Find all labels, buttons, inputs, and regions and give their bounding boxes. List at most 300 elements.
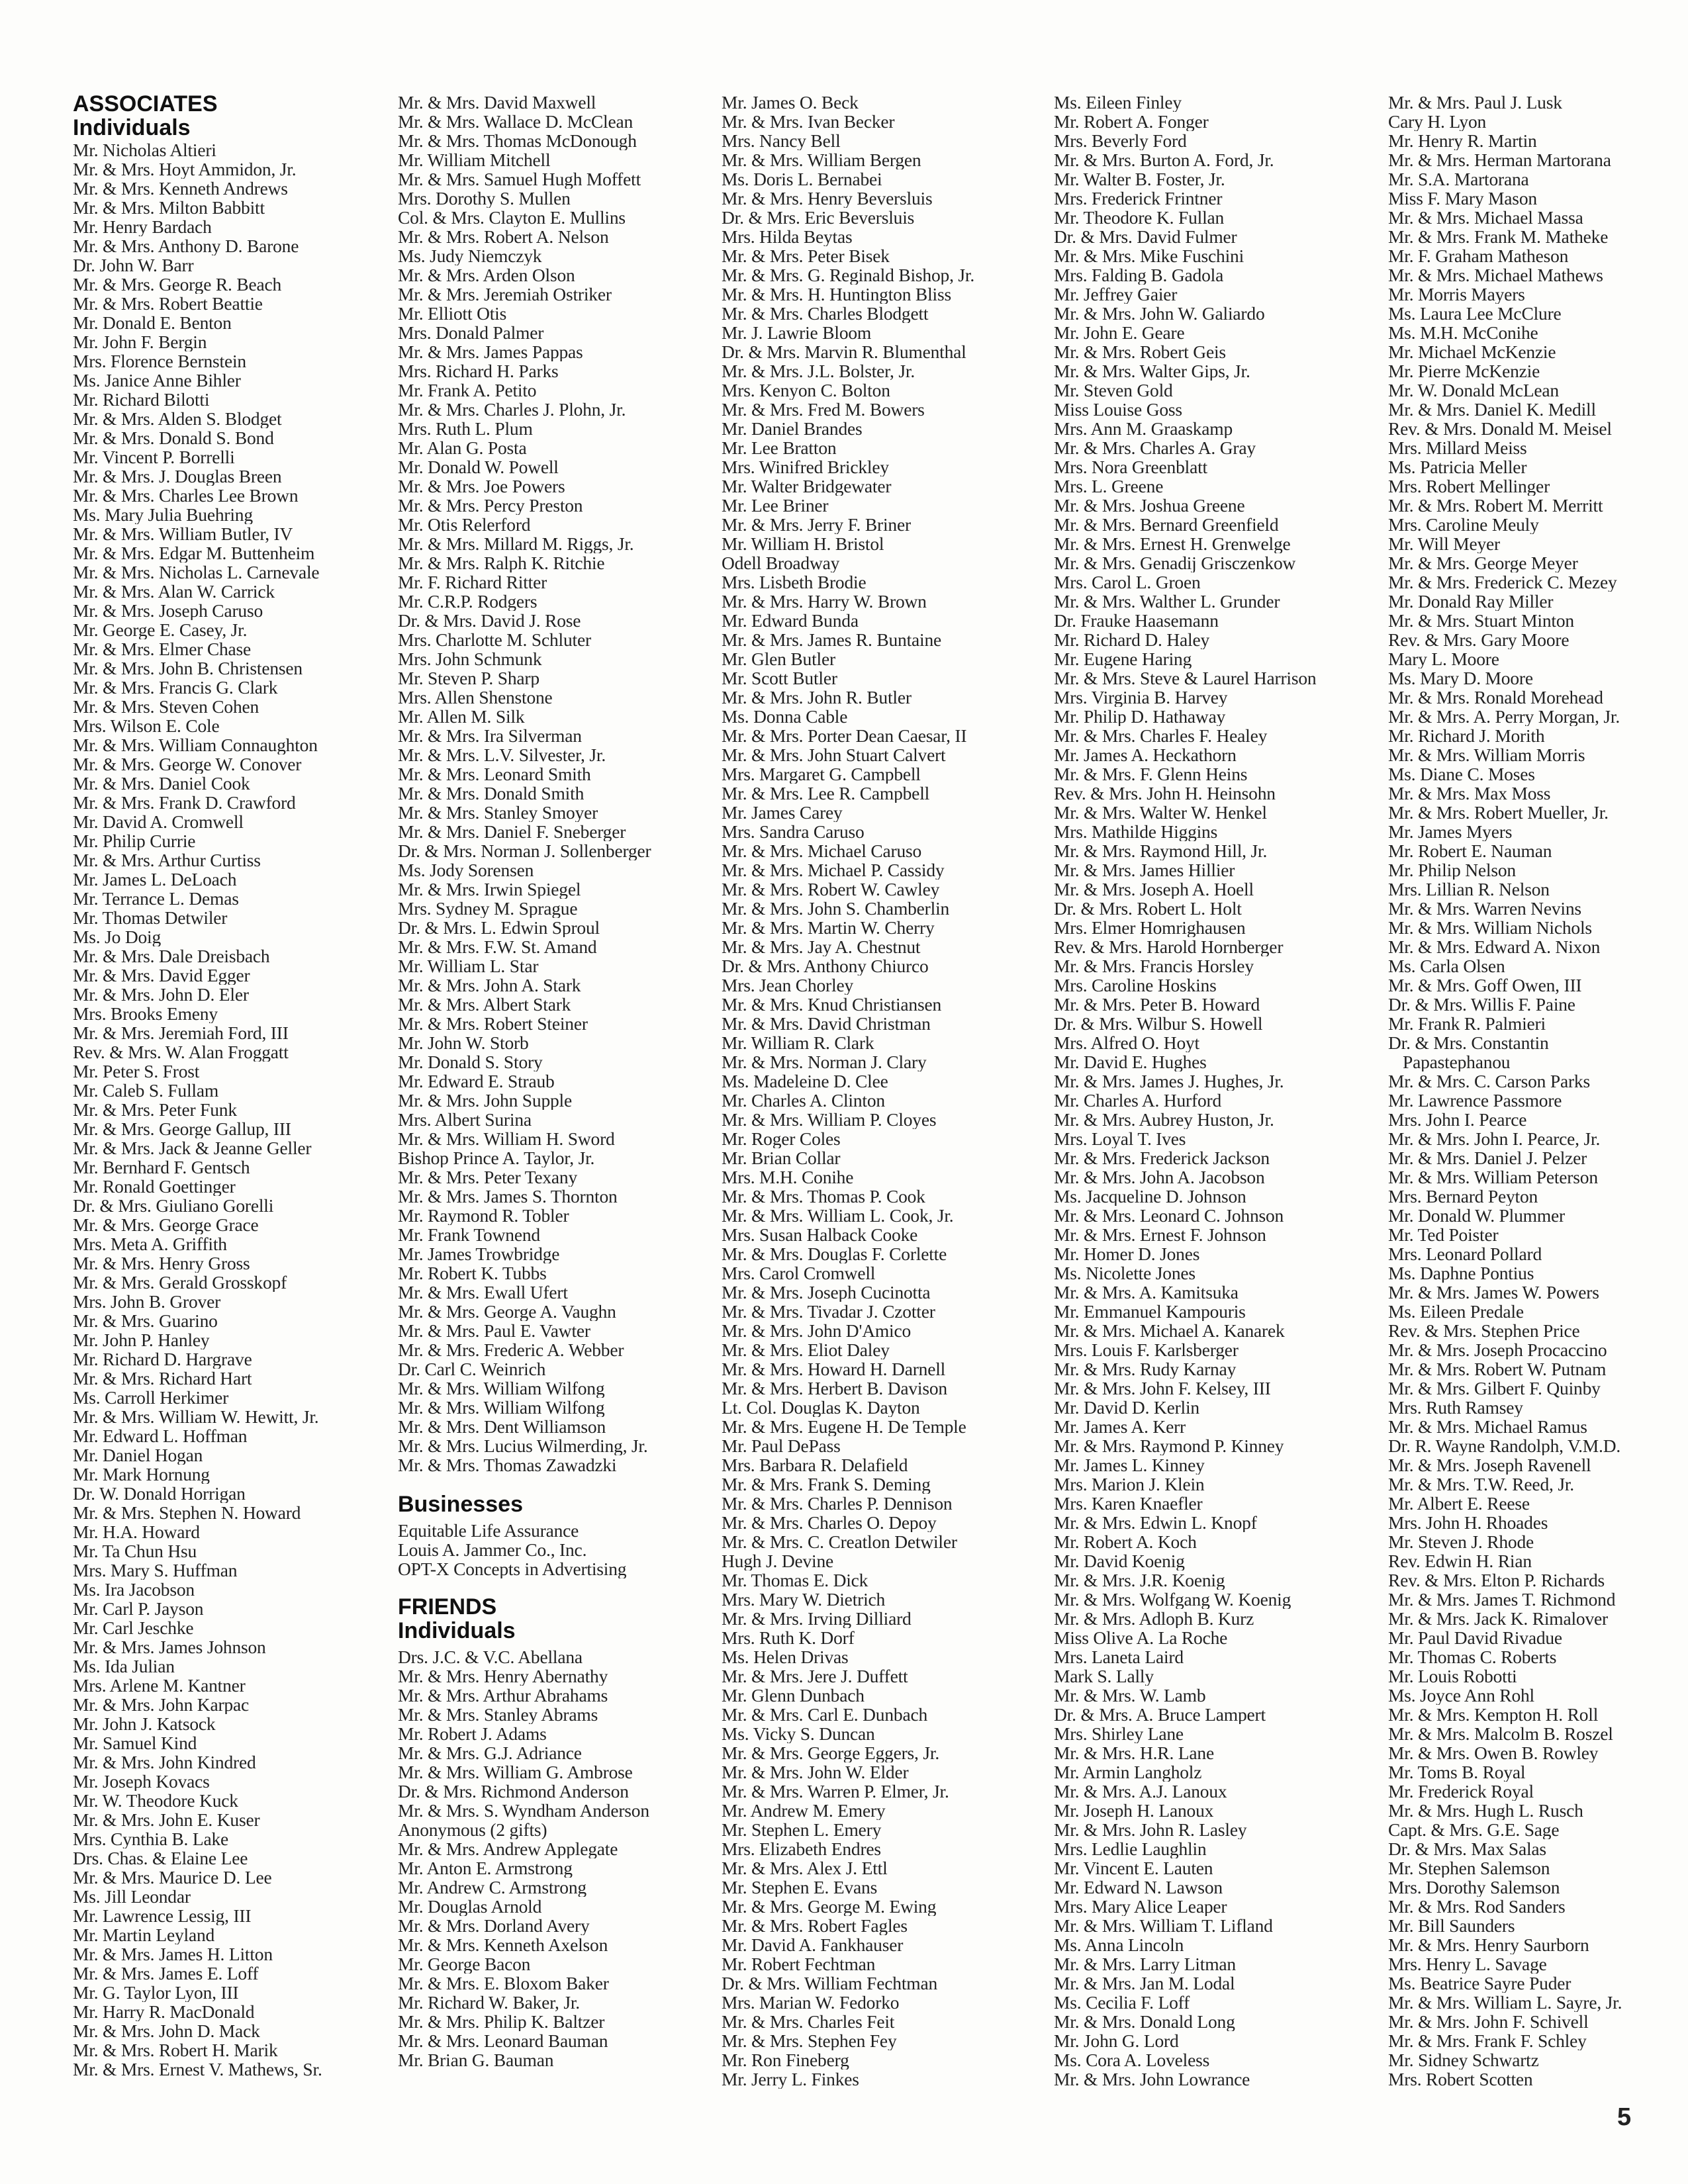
donor-name: Ms. Janice Anne Bihler bbox=[73, 371, 241, 390]
donor-name: Mrs. Marian W. Fedorko bbox=[722, 1993, 900, 2012]
donor-name: Mr. & Mrs. Edwin L. Knopf bbox=[1054, 1513, 1257, 1532]
donor-name: Mrs. Richard H. Parks bbox=[398, 361, 559, 381]
donor-name: Mr. & Mrs. William L. Sayre, Jr. bbox=[1388, 1993, 1622, 2012]
donor-name: Mr. Sidney Schwartz bbox=[1388, 2050, 1539, 2070]
donor-name: Mrs. Nancy Bell bbox=[722, 131, 841, 150]
donor-name: Mr. Thomas C. Roberts bbox=[1388, 1647, 1557, 1666]
donor-name: Mr. & Mrs. Robert M. Merritt bbox=[1388, 496, 1603, 515]
donor-name: Mr. Joseph H. Lanoux bbox=[1054, 1801, 1214, 1820]
donor-name: Dr. & Mrs. Willis F. Paine bbox=[1388, 995, 1575, 1014]
donor-name: Ms. Mary Julia Buehring bbox=[73, 505, 253, 524]
donor-name: Ms. Jo Doig bbox=[73, 927, 162, 946]
donor-name: Mr. & Mrs. Robert Mueller, Jr. bbox=[1388, 803, 1609, 822]
donor-name: Mr. & Mrs. Charles O. Depoy bbox=[722, 1513, 937, 1532]
donor-name: Mr. & Mrs. Thomas McDonough bbox=[398, 131, 637, 150]
donor-name: Mr. Roger Coles bbox=[722, 1129, 841, 1148]
donor-name: Mr. & Mrs. John Karpac bbox=[73, 1695, 249, 1714]
donor-name: Ms. Madeleine D. Clee bbox=[722, 1071, 888, 1091]
donor-name: Mr. & Mrs. John R. Butler bbox=[722, 688, 912, 707]
donor-name: Mr. Stephen L. Emery bbox=[722, 1820, 882, 1839]
donor-name: Mrs. Mary Alice Leaper bbox=[1054, 1897, 1227, 1916]
donor-name: Miss Louise Goss bbox=[1054, 400, 1182, 419]
donor-name: Mr. & Mrs. James S. Thornton bbox=[398, 1187, 618, 1206]
donor-name: Ms. Eileen Finley bbox=[1054, 93, 1182, 112]
donor-name: Mr. & Mrs. George R. Beach bbox=[73, 275, 282, 294]
donor-name: Mr. James A. Heckathorn bbox=[1054, 745, 1237, 764]
donor-name: Mr. & Mrs. Owen B. Rowley bbox=[1388, 1743, 1599, 1762]
donor-name: Hugh J. Devine bbox=[722, 1551, 834, 1570]
donor-name: Rev. & Mrs. John H. Heinsohn bbox=[1054, 784, 1276, 803]
donor-name: Mr. & Mrs. Joseph Caruso bbox=[73, 601, 263, 620]
donor-name: Mr. & Mrs. J.L. Bolster, Jr. bbox=[722, 361, 915, 381]
donor-name: Mr. S.A. Martorana bbox=[1388, 169, 1529, 189]
donor-name: Mr. & Mrs. Joseph Ravenell bbox=[1388, 1455, 1591, 1475]
donor-name: Mr. & Mrs. Kenneth Axelson bbox=[398, 1935, 608, 1954]
donor-name: Mr. Lee Briner bbox=[722, 496, 829, 515]
donor-name: Ms. Doris L. Bernabei bbox=[722, 169, 882, 189]
donor-name: Mr. Daniel Brandes bbox=[722, 419, 863, 438]
donor-name: Mr. Edward E. Straub bbox=[398, 1071, 555, 1091]
donor-name: Mr. & Mrs. Henry Saurborn bbox=[1388, 1935, 1589, 1954]
donor-name: Mr. & Mrs. John D. Eler bbox=[73, 985, 249, 1004]
donor-name: Rev. & Mrs. Stephen Price bbox=[1388, 1321, 1580, 1340]
donor-name: Mr. & Mrs. Joseph Procaccino bbox=[1388, 1340, 1607, 1359]
donor-name: Mrs. Carol L. Groen bbox=[1054, 572, 1201, 592]
donor-name: Mr. Jerry L. Finkes bbox=[722, 2070, 859, 2089]
donor-name: Mr. & Mrs. Larry Litman bbox=[1054, 1954, 1236, 1974]
donor-name: Mr. & Mrs. James Hillier bbox=[1054, 860, 1235, 880]
donor-name: Ms. Anna Lincoln bbox=[1054, 1935, 1184, 1954]
donor-name: Mrs. Mary S. Huffman bbox=[73, 1561, 238, 1580]
donor-name: Mr. & Mrs. Mike Fuschini bbox=[1054, 246, 1244, 265]
donor-name: Mr. & Mrs. E. Bloxom Baker bbox=[398, 1974, 609, 1993]
donor-name: Mr. & Mrs. A.J. Lanoux bbox=[1054, 1782, 1227, 1801]
donor-name: Mr. Stephen Salemson bbox=[1388, 1858, 1550, 1878]
donor-name: Bishop Prince A. Taylor, Jr. bbox=[398, 1148, 595, 1167]
donor-name: Mrs. Donald Palmer bbox=[398, 323, 544, 342]
donor-name: Mr. & Mrs. John F. Kelsey, III bbox=[1054, 1379, 1271, 1398]
donor-name: Mrs. Allen Shenstone bbox=[398, 688, 553, 707]
donor-name: Mr. Lawrence Passmore bbox=[1388, 1091, 1562, 1110]
donor-name: Mr. & Mrs. Donald Long bbox=[1054, 2012, 1235, 2031]
donor-name: Mr. & Mrs. Millard M. Riggs, Jr. bbox=[398, 534, 634, 553]
donor-name: Mr. Bill Saunders bbox=[1388, 1916, 1515, 1935]
donor-name: Mrs. John B. Grover bbox=[73, 1292, 221, 1311]
donor-name: Mr. & Mrs. Peter Bisek bbox=[722, 246, 890, 265]
donor-name: Mr. & Mrs. John Supple bbox=[398, 1091, 572, 1110]
donor-name: Mr. & Mrs. Alden S. Blodget bbox=[73, 409, 282, 428]
donor-name: Mr. Charles A. Clinton bbox=[722, 1091, 885, 1110]
donor-name: Mrs. Elmer Homrighausen bbox=[1054, 918, 1246, 937]
donor-name: Mrs. Virginia B. Harvey bbox=[1054, 688, 1228, 707]
donor-name: Mr. & Mrs. Andrew Applegate bbox=[398, 1839, 618, 1858]
donor-name: Mr. Lee Bratton bbox=[722, 438, 837, 457]
donor-name: Dr. Frauke Haasemann bbox=[1054, 611, 1219, 630]
donor-name: Mr. & Mrs. Ronald Morehead bbox=[1388, 688, 1603, 707]
donor-name: Mr. & Mrs. Guarino bbox=[73, 1311, 218, 1330]
donor-name: Mr. & Mrs. Raymond Hill, Jr. bbox=[1054, 841, 1268, 860]
donor-name: Mr. & Mrs. Leonard C. Johnson bbox=[1054, 1206, 1284, 1225]
donor-name: Mr. Andrew M. Emery bbox=[722, 1801, 886, 1820]
donor-name: Mr. & Mrs. Paul J. Lusk bbox=[1388, 93, 1562, 112]
donor-name: Mr. & Mrs. William Butler, IV bbox=[73, 524, 293, 543]
donor-name: Rev. & Mrs. Elton P. Richards bbox=[1388, 1570, 1605, 1590]
donor-name: Mrs. Mathilde Higgins bbox=[1054, 822, 1218, 841]
column-1 bbox=[73, 93, 404, 2079]
donor-name: Mr. & Mrs. Paul E. Vawter bbox=[398, 1321, 590, 1340]
donor-name: Mrs. Sandra Caruso bbox=[722, 822, 865, 841]
donor-name: Ms. Cora A. Loveless bbox=[1054, 2050, 1210, 2070]
donor-name: Mr. John W. Storb bbox=[398, 1033, 529, 1052]
donor-name: Mrs. Sydney M. Sprague bbox=[398, 899, 578, 918]
donor-name: Mr. & Mrs. Warren Nevins bbox=[1388, 899, 1581, 918]
donor-name: Mr. James L. DeLoach bbox=[73, 870, 237, 889]
donor-name: Mr. & Mrs. Lee R. Campbell bbox=[722, 784, 930, 803]
donor-name: Drs. Chas. & Elaine Lee bbox=[73, 1848, 248, 1868]
donor-name: Ms. Carroll Herkimer bbox=[73, 1388, 229, 1407]
donor-name: Mr. & Mrs. Arthur Curtiss bbox=[73, 850, 261, 870]
section-spacer bbox=[398, 1578, 729, 1596]
donor-name: Mr. & Mrs. Robert Geis bbox=[1054, 342, 1226, 361]
donor-name: Dr. & Mrs. L. Edwin Sproul bbox=[398, 918, 600, 937]
donor-name: Mr. Michael McKenzie bbox=[1388, 342, 1556, 361]
donor-name: Mr. & Mrs. Ivan Becker bbox=[722, 112, 895, 131]
donor-name: Mr. & Mrs. David Christman bbox=[722, 1014, 931, 1033]
donor-name: Mrs. Susan Halback Cooke bbox=[722, 1225, 918, 1244]
donor-name: Mr. & Mrs. Henry Gross bbox=[73, 1253, 250, 1273]
donor-name: Mr. & Mrs. John I. Pearce, Jr. bbox=[1388, 1129, 1601, 1148]
donor-name: Mr. Eugene Haring bbox=[1054, 649, 1192, 668]
donor-name: Mr. & Mrs. Stephen N. Howard bbox=[73, 1503, 301, 1522]
donor-name: Mr. & Mrs. Goff Owen, III bbox=[1388, 976, 1582, 995]
donor-name: Mr. & Mrs. Donald Smith bbox=[398, 784, 585, 803]
donor-name: Mr. & Mrs. Max Moss bbox=[1388, 784, 1551, 803]
donor-name: Ms. Jody Sorensen bbox=[398, 860, 534, 880]
section-heading: FRIENDS bbox=[398, 1594, 497, 1619]
donor-name: Mr. & Mrs. Daniel Cook bbox=[73, 774, 250, 793]
donor-name: Mr. & Mrs. Joseph A. Hoell bbox=[1054, 880, 1254, 899]
donor-name: Mr. & Mrs. Thomas P. Cook bbox=[722, 1187, 925, 1206]
donor-name: Mr. Alan G. Posta bbox=[398, 438, 527, 457]
donor-name: Mrs. Albert Surina bbox=[398, 1110, 532, 1129]
donor-name: Mr. & Mrs. John Kindred bbox=[73, 1752, 256, 1772]
donor-name: Ms. Diane C. Moses bbox=[1388, 764, 1535, 784]
donor-name: Mrs. Caroline Meuly bbox=[1388, 515, 1539, 534]
donor-name: Mr. Walter Bridgewater bbox=[722, 477, 892, 496]
donor-name: Mr. & Mrs. Daniel J. Pelzer bbox=[1388, 1148, 1587, 1167]
donor-name: Mrs. Laneta Laird bbox=[1054, 1647, 1184, 1666]
donor-name: Mr. George E. Casey, Jr. bbox=[73, 620, 248, 639]
donor-name: Miss F. Mary Mason bbox=[1388, 189, 1537, 208]
section-heading: Individuals bbox=[73, 115, 191, 140]
donor-name: Mrs. Shirley Lane bbox=[1054, 1724, 1184, 1743]
donor-name: Lt. Col. Douglas K. Dayton bbox=[722, 1398, 920, 1417]
donor-name: Mr. & Mrs. A. Kamitsuka bbox=[1054, 1283, 1239, 1302]
donor-name: Mr. & Mrs. Michael P. Cassidy bbox=[722, 860, 945, 880]
donor-name: Mr. Harry R. MacDonald bbox=[73, 2002, 255, 2021]
donor-name: Mr. & Mrs. John D'Amico bbox=[722, 1321, 912, 1340]
donor-name: Mr. & Mrs. Gerald Grosskopf bbox=[73, 1273, 287, 1292]
donor-name: Mr. David E. Hughes bbox=[1054, 1052, 1207, 1071]
donor-name: Mr. & Mrs. Howard H. Darnell bbox=[722, 1359, 946, 1379]
donor-name: Mr. Theodore K. Fullan bbox=[1054, 208, 1225, 227]
donor-name: Drs. J.C. & V.C. Abellana bbox=[398, 1647, 583, 1666]
section-heading: Businesses bbox=[398, 1492, 523, 1517]
donor-name: Mr. & Mrs. Walter Gips, Jr. bbox=[1054, 361, 1250, 381]
donor-name: Mr. & Mrs. Genadij Grisczenkow bbox=[1054, 553, 1296, 572]
donor-name: Odell Broadway bbox=[722, 553, 840, 572]
donor-name: Mr. & Mrs. Milton Babbitt bbox=[73, 198, 265, 217]
donor-name: Mr. & Mrs. Robert Steiner bbox=[398, 1014, 588, 1033]
donor-name: Mrs. L. Greene bbox=[1054, 477, 1164, 496]
donor-name: Mr. & Mrs. Joe Powers bbox=[398, 477, 565, 496]
donor-name: Mr. & Mrs. Henry Abernathy bbox=[398, 1666, 608, 1686]
donor-name: Mrs. Leonard Pollard bbox=[1388, 1244, 1542, 1263]
donor-name: Mrs. John H. Rhoades bbox=[1388, 1513, 1548, 1532]
donor-name: Mr. & Mrs. James Pappas bbox=[398, 342, 583, 361]
donor-name: Mr. James O. Beck bbox=[722, 93, 859, 112]
donor-name: Mr. & Mrs. Steven Cohen bbox=[73, 697, 259, 716]
donor-name: Mr. Raymond R. Tobler bbox=[398, 1206, 569, 1225]
donor-name: Mr. & Mrs. Robert A. Nelson bbox=[398, 227, 609, 246]
donor-name: Ms. Mary D. Moore bbox=[1388, 668, 1533, 688]
donor-name: Mrs. Ruth K. Dorf bbox=[722, 1628, 855, 1647]
donor-name: Mr. & Mrs. Thomas Zawadzki bbox=[398, 1455, 617, 1475]
donor-name: Mr. Allen M. Silk bbox=[398, 707, 525, 726]
donor-name: Mr. Frank R. Palmieri bbox=[1388, 1014, 1546, 1033]
donor-name: Mr. & Mrs. Elmer Chase bbox=[73, 639, 252, 659]
donor-name: Mr. J. Lawrie Bloom bbox=[722, 323, 872, 342]
donor-name: Ms. Cecilia F. Loff bbox=[1054, 1993, 1190, 2012]
donor-name: Mr. Lawrence Lessig, III bbox=[73, 1906, 252, 1925]
donor-name: Mr. Pierre McKenzie bbox=[1388, 361, 1540, 381]
donor-name: Mr. & Mrs. Charles P. Dennison bbox=[722, 1494, 953, 1513]
donor-name: Mr. & Mrs. Robert Beattie bbox=[73, 294, 263, 313]
donor-name: Mr. Joseph Kovacs bbox=[73, 1772, 210, 1791]
donor-name: Mrs. Millard Meiss bbox=[1388, 438, 1527, 457]
donor-name: Mr. & Mrs. Hoyt Ammidon, Jr. bbox=[73, 159, 297, 179]
donor-name: Mr. John J. Katsock bbox=[73, 1714, 216, 1733]
donor-name: Mr. & Mrs. Aubrey Huston, Jr. bbox=[1054, 1110, 1274, 1129]
section-spacer bbox=[398, 1475, 729, 1492]
donor-name: Mr. & Mrs. Jay A. Chestnut bbox=[722, 937, 921, 956]
donor-name: Mr. Ronald Goettinger bbox=[73, 1177, 236, 1196]
donor-name: Mrs. Loyal T. Ives bbox=[1054, 1129, 1186, 1148]
donor-name: Mr. & Mrs. James W. Powers bbox=[1388, 1283, 1599, 1302]
donor-name: Louis A. Jammer Co., Inc. bbox=[398, 1540, 587, 1559]
donor-name: Mrs. Lillian R. Nelson bbox=[1388, 880, 1550, 899]
donor-name: Mr. Emmanuel Kampouris bbox=[1054, 1302, 1246, 1321]
donor-name: Mr. Peter S. Frost bbox=[73, 1062, 200, 1081]
donor-name: Mr. H.A. Howard bbox=[73, 1522, 200, 1541]
donor-name: Mrs. Lisbeth Brodie bbox=[722, 572, 867, 592]
donor-name: Mr. & Mrs. Ernest H. Grenwelge bbox=[1054, 534, 1291, 553]
donor-name: Mrs. Karen Knaefler bbox=[1054, 1494, 1203, 1513]
donor-name: Mr. & Mrs. John D. Mack bbox=[73, 2021, 260, 2040]
donor-name: Dr. W. Donald Horrigan bbox=[73, 1484, 246, 1503]
donor-name: Mr. Elliott Otis bbox=[398, 304, 507, 323]
donor-name: Mrs. John Schmunk bbox=[398, 649, 542, 668]
donor-name: Mr. & Mrs. William Connaughton bbox=[73, 735, 318, 754]
donor-name: Ms. Beatrice Sayre Puder bbox=[1388, 1974, 1571, 1993]
donor-name: Mr. & Mrs. William W. Hewitt, Jr. bbox=[73, 1407, 319, 1426]
donor-name: Mr. & Mrs. Stuart Minton bbox=[1388, 611, 1574, 630]
donor-name: Mr. & Mrs. Samuel Hugh Moffett bbox=[398, 169, 641, 189]
donor-name: Mr. & Mrs. L.V. Silvester, Jr. bbox=[398, 745, 606, 764]
donor-name: Dr. & Mrs. Anthony Chiurco bbox=[722, 956, 929, 976]
donor-name: Mr. Ta Chun Hsu bbox=[73, 1541, 197, 1561]
donor-name: Mr. Henry Bardach bbox=[73, 217, 212, 236]
donor-name: Mr. Richard J. Morith bbox=[1388, 726, 1545, 745]
donor-name: Mrs. Frederick Frintner bbox=[1054, 189, 1223, 208]
donor-name: Mr. Brian Collar bbox=[722, 1148, 841, 1167]
donor-name: Dr. & Mrs. Richmond Anderson bbox=[398, 1782, 629, 1801]
donor-name: Rev. & Mrs. W. Alan Froggatt bbox=[73, 1042, 289, 1062]
donor-name: Mrs. Winifred Brickley bbox=[722, 457, 889, 477]
donor-name: Mr. & Mrs. G. Reginald Bishop, Jr. bbox=[722, 265, 975, 285]
donor-name: Mr. & Mrs. Jack & Jeanne Geller bbox=[73, 1138, 312, 1158]
donor-name: Mr. & Mrs. Irving Dilliard bbox=[722, 1609, 912, 1628]
donor-name: Mr. & Mrs. William Wilfong bbox=[398, 1379, 605, 1398]
donor-name: Anonymous (2 gifts) bbox=[398, 1820, 547, 1839]
donor-name: Mr. Robert Fechtman bbox=[722, 1954, 876, 1974]
donor-name: Mr. Robert K. Tubbs bbox=[398, 1263, 547, 1283]
donor-name: Mr. & Mrs. John W. Elder bbox=[722, 1762, 909, 1782]
donor-name: Mr. & Mrs. Stephen Fey bbox=[722, 2031, 897, 2050]
donor-name: Mr. James Trowbridge bbox=[398, 1244, 560, 1263]
donor-name: Dr. Carl C. Weinrich bbox=[398, 1359, 546, 1379]
donor-name: Miss Olive A. La Roche bbox=[1054, 1628, 1228, 1647]
donor-name: Mr. & Mrs. David Maxwell bbox=[398, 93, 596, 112]
donor-name: Mr. Jeffrey Gaier bbox=[1054, 285, 1178, 304]
donor-name: Mr. Thomas Detwiler bbox=[73, 908, 228, 927]
donor-name: Mr. & Mrs. Edgar M. Buttenheim bbox=[73, 543, 315, 563]
donor-name: Mr. Bernhard F. Gentsch bbox=[73, 1158, 250, 1177]
donor-name: Mrs. Falding B. Gadola bbox=[1054, 265, 1224, 285]
donor-name: Mr. Thomas E. Dick bbox=[722, 1570, 868, 1590]
donor-name: Mr. & Mrs. H.R. Lane bbox=[1054, 1743, 1214, 1762]
donor-name: Mr. & Mrs. Lucius Wilmerding, Jr. bbox=[398, 1436, 648, 1455]
donor-name: Mr. & Mrs. Ernest V. Mathews, Sr. bbox=[73, 2060, 322, 2079]
donor-name: Mr. & Mrs. Peter Funk bbox=[73, 1100, 237, 1119]
donor-name: Mrs. Arlene M. Kantner bbox=[73, 1676, 246, 1695]
donor-name: Mr. & Mrs. Donald S. Bond bbox=[73, 428, 274, 447]
donor-name: Mr. Paul DePass bbox=[722, 1436, 841, 1455]
donor-name: Mr. & Mrs. Frederic A. Webber bbox=[398, 1340, 624, 1359]
donor-name: Mr. Nicholas Altieri bbox=[73, 140, 216, 159]
donor-name: Mr. James A. Kerr bbox=[1054, 1417, 1186, 1436]
donor-name: Mr. Philip D. Hathaway bbox=[1054, 707, 1226, 726]
donor-name: Mr. & Mrs. Malcolm B. Roszel bbox=[1388, 1724, 1613, 1743]
donor-name: Mr. David Koenig bbox=[1054, 1551, 1185, 1570]
donor-name: Mr. Douglas Arnold bbox=[398, 1897, 542, 1916]
donor-name: Mr. & Mrs. James R. Buntaine bbox=[722, 630, 942, 649]
donor-name: Mr. & Mrs. William G. Ambrose bbox=[398, 1762, 633, 1782]
donor-name: Mr. & Mrs. Robert W. Cawley bbox=[722, 880, 940, 899]
donor-name: Mr. & Mrs. Alan W. Carrick bbox=[73, 582, 275, 601]
donor-name: Col. & Mrs. Clayton E. Mullins bbox=[398, 208, 626, 227]
donor-name: Mrs. Wilson E. Cole bbox=[73, 716, 220, 735]
donor-name: Mr. & Mrs. George Meyer bbox=[1388, 553, 1578, 572]
donor-name: Mr. & Mrs. Frank S. Deming bbox=[722, 1475, 931, 1494]
donor-name: Mr. Philip Nelson bbox=[1388, 860, 1516, 880]
donor-name: Mr. Ted Poister bbox=[1388, 1225, 1499, 1244]
donor-name: Mr. Donald S. Story bbox=[398, 1052, 543, 1071]
donor-name: Mr. & Mrs. Michael Caruso bbox=[722, 841, 922, 860]
donor-name: Ms. Judy Niemczyk bbox=[398, 246, 542, 265]
donor-name: Mr. & Mrs. Ernest F. Johnson bbox=[1054, 1225, 1266, 1244]
donor-name: Rev. & Mrs. Gary Moore bbox=[1388, 630, 1570, 649]
donor-name: Mrs. Henry L. Savage bbox=[1388, 1954, 1547, 1974]
donor-name: Mrs. Dorothy S. Mullen bbox=[398, 189, 571, 208]
donor-name: Mr. & Mrs. Michael Ramus bbox=[1388, 1417, 1587, 1436]
donor-name: Mr. & Mrs. John E. Kuser bbox=[73, 1810, 260, 1829]
donor-name: Ms. Eileen Predale bbox=[1388, 1302, 1524, 1321]
donor-name: Mrs. Brooks Emeny bbox=[73, 1004, 218, 1023]
donor-name: Mr. George Bacon bbox=[398, 1954, 531, 1974]
donor-name: Mr. & Mrs. Hugh L. Rusch bbox=[1388, 1801, 1583, 1820]
donor-name: Mr. Steven P. Sharp bbox=[398, 668, 539, 688]
donor-name: Ms. Laura Lee McClure bbox=[1388, 304, 1562, 323]
donor-name: Mr. James Carey bbox=[722, 803, 843, 822]
donor-name: Mr. & Mrs. Dorland Avery bbox=[398, 1916, 590, 1935]
donor-name: Mary L. Moore bbox=[1388, 649, 1499, 668]
donor-name: Mr. & Mrs. Ralph K. Ritchie bbox=[398, 553, 605, 572]
donor-name: Mrs. Robert Mellinger bbox=[1388, 477, 1550, 496]
donor-name: Mrs. Ledlie Laughlin bbox=[1054, 1839, 1207, 1858]
donor-name: Mrs. Dorothy Salemson bbox=[1388, 1878, 1560, 1897]
donor-name: Mr. & Mrs. Irwin Spiegel bbox=[398, 880, 581, 899]
donor-name: Mr. Frank A. Petito bbox=[398, 381, 537, 400]
donor-name: Ms. Carla Olsen bbox=[1388, 956, 1505, 976]
donor-name: Mr. & Mrs. Wallace D. McClean bbox=[398, 112, 633, 131]
donor-name: Mrs. Alfred O. Hoyt bbox=[1054, 1033, 1200, 1052]
donor-name: Mr. & Mrs. Porter Dean Caesar, II bbox=[722, 726, 967, 745]
donor-name: Mr. & Mrs. Kenneth Andrews bbox=[73, 179, 288, 198]
donor-name: Mr. & Mrs. Charles Lee Brown bbox=[73, 486, 299, 505]
donor-name: Mr. & Mrs. George Grace bbox=[73, 1215, 259, 1234]
donor-name: Rev. Edwin H. Rian bbox=[1388, 1551, 1532, 1570]
donor-name: Mr. & Mrs. Bernard Greenfield bbox=[1054, 515, 1279, 534]
donor-name: Mr. & Mrs. Frederick Jackson bbox=[1054, 1148, 1270, 1167]
donor-name: Mr. Brian G. Bauman bbox=[398, 2050, 554, 2070]
donor-name: Mr. F. Graham Matheson bbox=[1388, 246, 1569, 265]
donor-name: Mr. & Mrs. George Gallup, III bbox=[73, 1119, 291, 1138]
donor-name: Mr. Toms B. Royal bbox=[1388, 1762, 1526, 1782]
donor-name: Mr. & Mrs. Dale Dreisbach bbox=[73, 946, 270, 966]
donor-name: Mrs. Cynthia B. Lake bbox=[73, 1829, 229, 1848]
donor-name: Mr. & Mrs. Charles A. Gray bbox=[1054, 438, 1256, 457]
donor-name: Mr. Glenn Dunbach bbox=[722, 1686, 865, 1705]
donor-name: Mr. & Mrs. S. Wyndham Anderson bbox=[398, 1801, 649, 1820]
donor-name: Equitable Life Assurance bbox=[398, 1521, 579, 1540]
donor-name: Ms. Nicolette Jones bbox=[1054, 1263, 1196, 1283]
donor-name: Mr. & Mrs. Robert H. Marik bbox=[73, 2040, 278, 2060]
donor-name: Mr. & Mrs. Frank D. Crawford bbox=[73, 793, 296, 812]
donor-name: Mr. & Mrs. Walter W. Henkel bbox=[1054, 803, 1267, 822]
donor-name: Mr. Homer D. Jones bbox=[1054, 1244, 1200, 1263]
donor-name: Mr. & Mrs. Adloph B. Kurz bbox=[1054, 1609, 1254, 1628]
donor-name: Mr. & Mrs. John R. Lasley bbox=[1054, 1820, 1247, 1839]
donor-name: Mr. & Mrs. Joshua Greene bbox=[1054, 496, 1245, 515]
donor-name: Mr. Ron Fineberg bbox=[722, 2050, 849, 2070]
donor-name: Mr. & Mrs. Edward A. Nixon bbox=[1388, 937, 1601, 956]
donor-name: Mr. & Mrs. Ira Silverman bbox=[398, 726, 582, 745]
donor-name: Mr. & Mrs. Jerry F. Briner bbox=[722, 515, 911, 534]
donor-name: Mrs. Ruth L. Plum bbox=[398, 419, 533, 438]
donor-name: Mr. & Mrs. George M. Ewing bbox=[722, 1897, 937, 1916]
donor-name: Mr. Philip Currie bbox=[73, 831, 196, 850]
